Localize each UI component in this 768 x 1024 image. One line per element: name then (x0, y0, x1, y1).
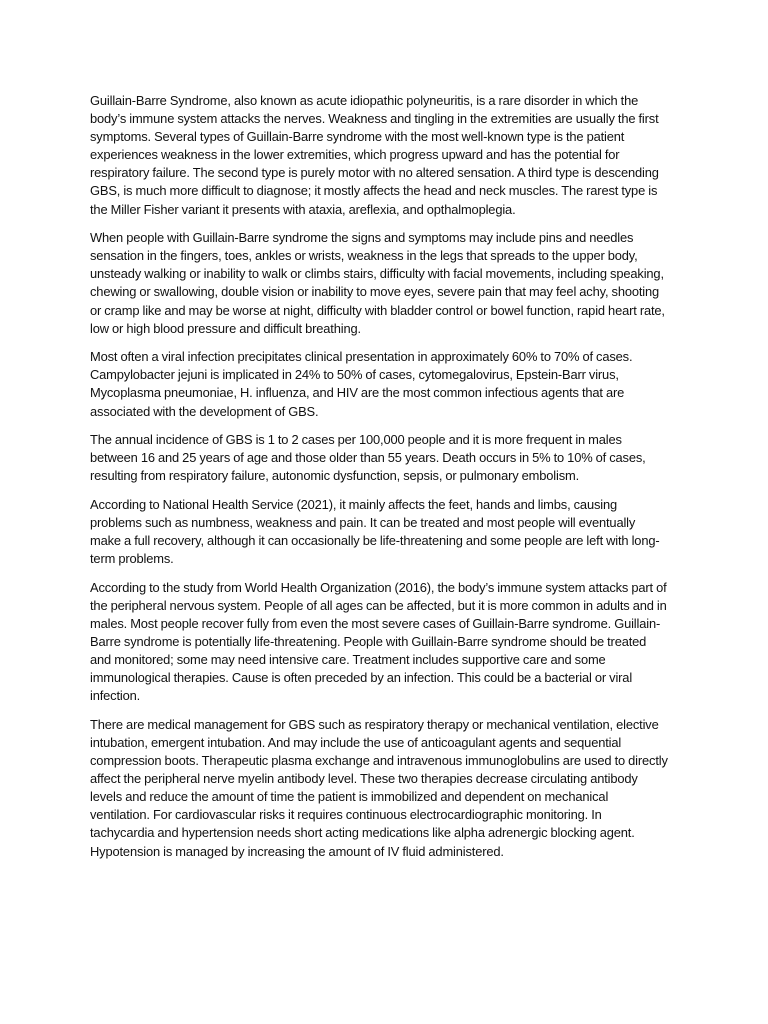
paragraph-management: There are medical management for GBS such as respiratory therapy or mechanical ventilation, elective intubation, emergent intubation. And may include the use of anticoagulant agents and sequential compression boots. Therapeutic plasma exchange and intravenous immunoglobulins are used to directly affect the peripheral nerve myelin antibody level. These two therapies decrease circulating antibody levels and reduce the amount of time the patient is immobilized and dependent on mechanical ventilation. For cardiovascular risks it requires continuous electrocardiographic monitoring. In tachycardia and hypertension needs short acting medications like alpha adrenergic blocking agent. Hypotension is managed by increasing the amount of IV fluid administered. (90, 716, 668, 859)
paragraph-who: According to the study from World Health Organization (2016), the body’s immune system attacks part of the peripheral nervous system. People of all ages can be affected, but it is more common in adults and in males. Most people recover fully from even the most severe cases of Guillain-Barre syndrome. Guillain-Barre syndrome is potentially life-threatening. People with Guillain-Barre syndrome should be treated and monitored; some may need intensive care. Treatment includes supportive care and some immunological therapies. Cause is often preceded by an infection. This could be a bacterial or viral infection. (90, 579, 667, 704)
paragraph-nhs: According to National Health Service (2021), it mainly affects the feet, hands and limbs, causing problems such as numbness, weakness and pain. It can be treated and most people will eventually make a full recovery, although it can occasionally be life-threatening and some people are left with long-term problems. (90, 496, 660, 567)
paragraph-causes: Most often a viral infection precipitates clinical presentation in approximately 60% to 70% of cases. Campylobacter jejuni is implicated in 24% to 50% of cases, cytomegalovirus, Epstein-Barr virus, Mycoplasma pneumoniae, H. influenza, and HIV are the most common infectious agents that are associated with the development of GBS. (90, 349, 633, 419)
paragraph-symptoms: When people with Guillain-Barre syndrome the signs and symptoms may include pins and needles sensation in the fingers, toes, ankles or wrists, weakness in the legs that spreads to the upper body, unsteady walking or inability to walk or climbs stairs, difficulty with facial movements, including speaking, chewing or swallowing, double vision or inability to move eyes, severe pain that may feel achy, shooting or cramp like and may be worse at night, difficulty with bladder control or bowel function, rapid heart rate, low or high blood pressure and difficult breathing. (90, 230, 665, 336)
paragraph-incidence: The annual incidence of GBS is 1 to 2 cases per 100,000 people and it is more frequent in males between 16 and 25 years of age and those older than 55 years. Death occurs in 5% to 10% of cases, resulting from respiratory failure, autonomic dysfunction, sepsis, or pulmonary embolism. (90, 432, 646, 484)
paragraph-overview: Guillain-Barre Syndrome, also known as acute idiopathic polyneuritis, is a rare disorder in which the body’s immune system attacks the nerves. Weakness and tingling in the extremities are usually the first symptoms. Several types of Guillain-Barre syndrome with the most well-known type is the patient experiences weakness in the lower extremities, which progress upward and has the potential for respiratory failure. The second type is purely motor with no altered sensation. A third type is descending GBS, is much more difficult to diagnose; it mostly affects the head and neck muscles. The rarest type is the Miller Fisher variant it presents with ataxia, areflexia, and opthalmoplegia. (90, 93, 659, 217)
document-body (90, 92, 668, 871)
